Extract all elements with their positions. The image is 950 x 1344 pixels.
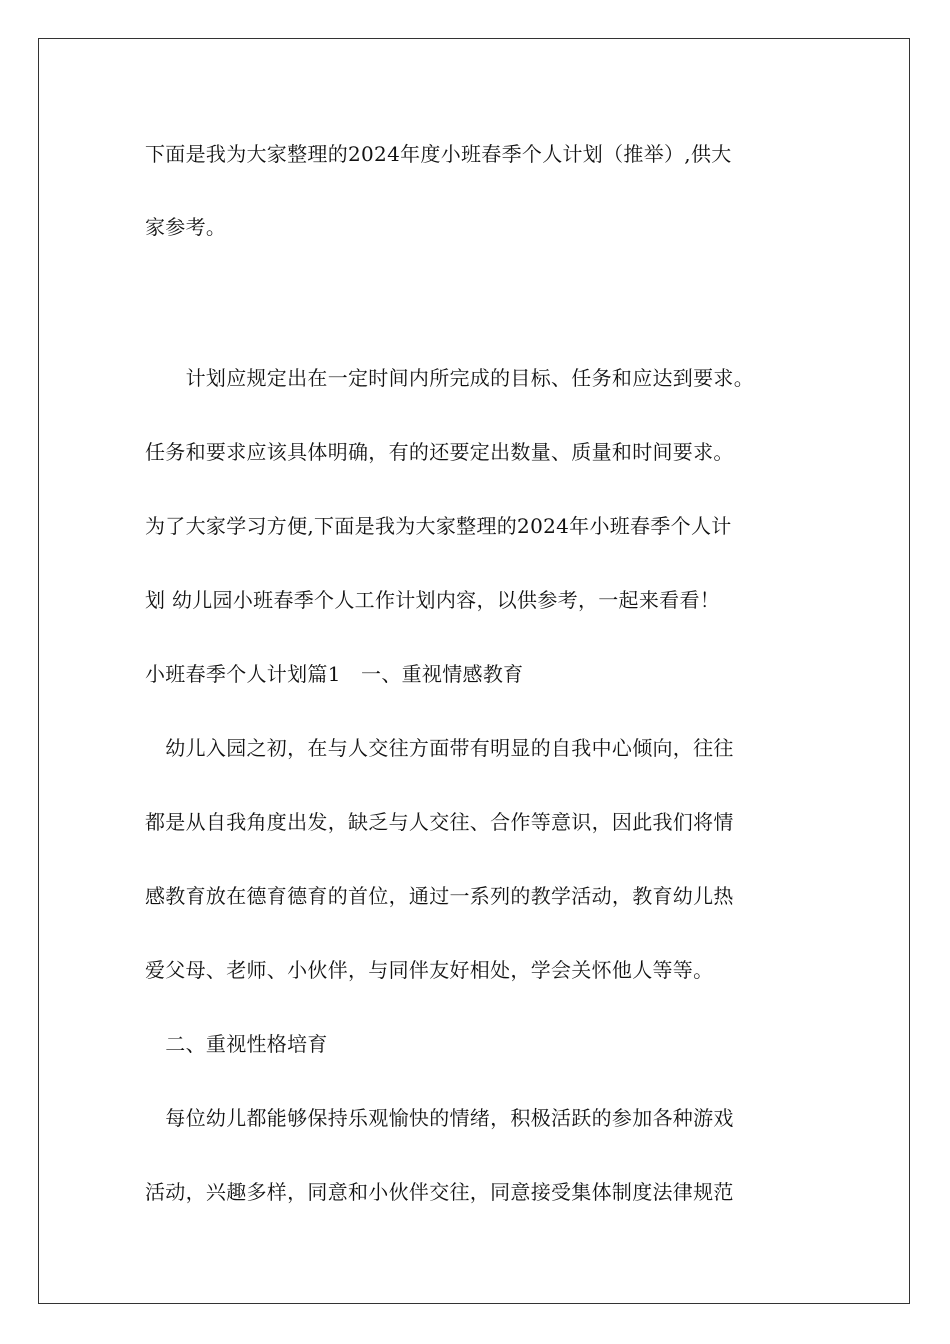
text-line: 家参考。	[145, 215, 227, 239]
text-line: 幼儿入园之初，在与人交往方面带有明显的自我中心倾向，往往	[145, 736, 734, 760]
text-line: 任务和要求应该具体明确，有的还要定出数量、质量和时间要求。	[145, 440, 734, 464]
text-line: 感教育放在德育德育的首位，通过一系列的教学活动，教育幼儿热	[145, 884, 734, 908]
text-line: 活动，兴趣多样，同意和小伙伴交往，同意接受集体制度法律规范	[145, 1180, 734, 1204]
section-heading: 小班春季个人计划篇1 一、重视情感教育	[145, 662, 524, 686]
text-line: 爱父母、老师、小伙伴，与同伴友好相处，学会关怀他人等等。	[145, 958, 714, 982]
text-line: 划 幼儿园小班春季个人工作计划内容，以供参考，一起来看看！	[145, 588, 721, 612]
text-line: 为了大家学习方便,下面是我为大家整理的2024年小班春季个人计	[145, 514, 732, 538]
text-line: 计划应规定出在一定时间内所完成的目标、任务和应达到要求。	[145, 366, 754, 390]
text-line: 都是从自我角度出发，缺乏与人交往、合作等意识，因此我们将情	[145, 810, 734, 834]
section-heading: 二、重视性格培育	[145, 1032, 328, 1056]
text-line: 每位幼儿都能够保持乐观愉快的情绪，积极活跃的参加各种游戏	[145, 1106, 734, 1130]
text-line: 下面是我为大家整理的2024年度小班春季个人计划（推举）,供大	[145, 142, 732, 166]
